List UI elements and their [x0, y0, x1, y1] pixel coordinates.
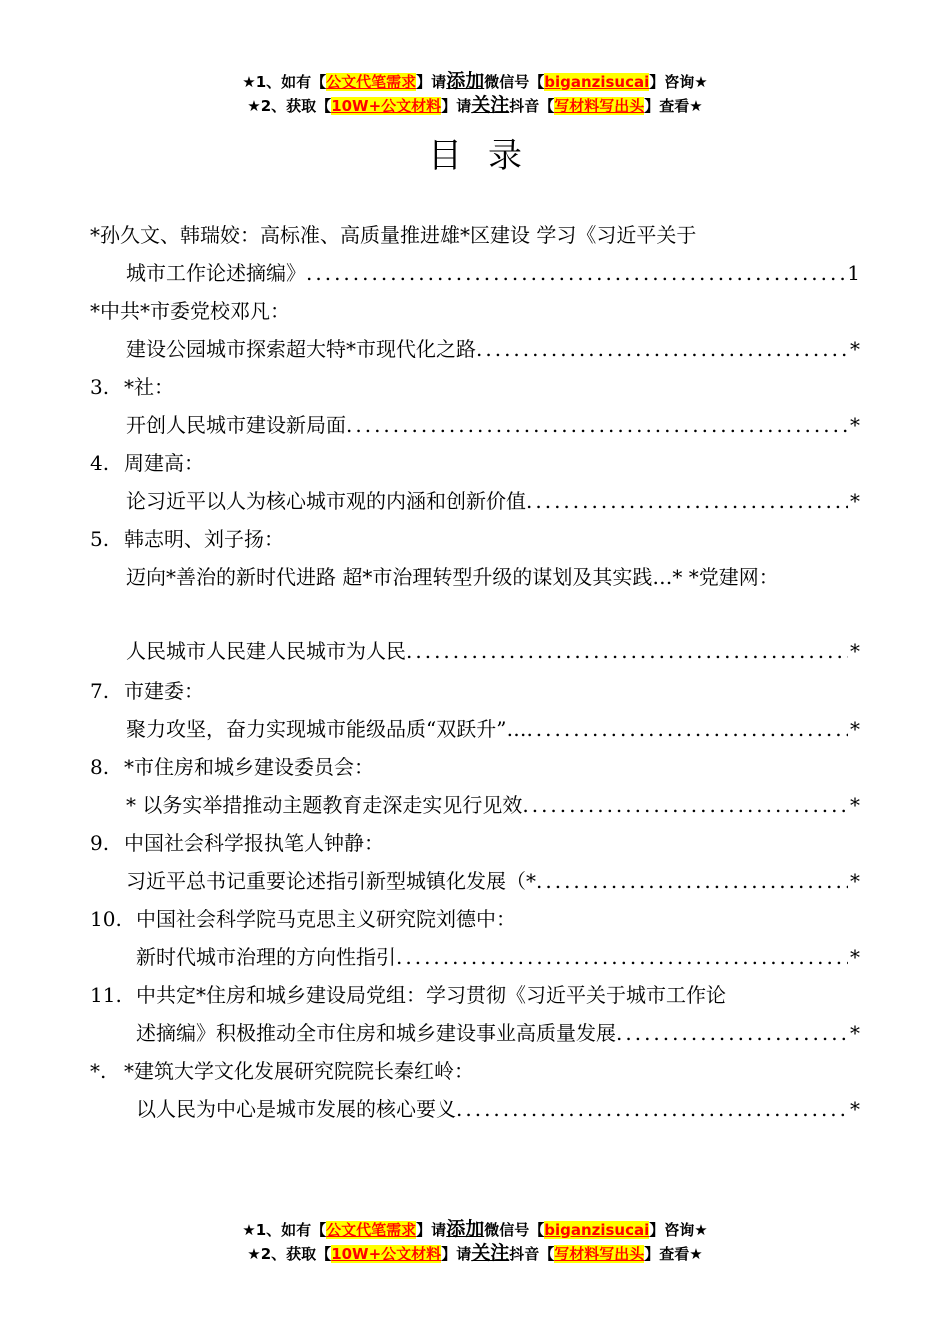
toc-entry-heading: [90, 444, 860, 482]
page-number: *: [850, 639, 860, 663]
dot-leader: [396, 938, 848, 976]
dot-leader: [526, 482, 848, 520]
page-number: *: [850, 793, 860, 817]
entry-number: 9.: [90, 831, 110, 855]
toc-title: 以人民为中心是城市发展的核心要义: [136, 1097, 456, 1121]
toc-title: 开创人民城市建设新局面: [126, 413, 346, 437]
toc-heading: *社：: [124, 375, 174, 399]
toc-entry-line[interactable]: [90, 710, 860, 748]
entry-number: 8.: [90, 755, 110, 779]
banner-line-1: [0, 70, 950, 94]
toc-title: 习近平总书记重要论述指引新型城镇化发展（*: [126, 869, 536, 893]
toc-entry-heading: [90, 1052, 860, 1090]
banner-text: 微信号【: [484, 1221, 545, 1239]
dot-leader: [346, 406, 848, 444]
entry-number: 5.: [90, 527, 110, 551]
banner-highlight: biganzisucai: [544, 1221, 650, 1239]
page-number: *: [850, 489, 860, 513]
banner-emphasis: 添加: [446, 1218, 485, 1240]
banner-text: 】请: [441, 1245, 472, 1263]
toc-title: 人民城市人民建人民城市为人民: [126, 639, 406, 663]
entry-number: 4.: [90, 451, 110, 475]
toc-heading: 周建高：: [124, 451, 204, 475]
banner-highlight: 公文代笔需求: [326, 1221, 417, 1239]
banner-text: 】请: [416, 73, 447, 91]
banner-emphasis: 关注: [471, 94, 510, 116]
page-number: *: [850, 717, 860, 741]
dot-leader: [406, 632, 848, 670]
toc-entry-line[interactable]: [90, 558, 860, 596]
toc-entry-heading: [90, 672, 860, 710]
banner-text: 】咨询★: [649, 73, 708, 91]
toc-title: 迈向*善治的新时代进路 超*市治理转型升级的谋划及其实践…* *党建网：: [126, 565, 779, 589]
banner-text: 微信号【: [484, 73, 545, 91]
entry-number: 10.: [90, 907, 122, 931]
page-number: *: [850, 869, 860, 893]
banner-text: ★2、获取【: [247, 97, 332, 115]
toc-entry-line[interactable]: [90, 632, 860, 670]
dot-leader: [476, 330, 848, 368]
toc-entry-heading: [90, 368, 860, 406]
page-number: *: [850, 1097, 860, 1121]
toc-entry-line[interactable]: [90, 1014, 860, 1052]
banner-text: ★2、获取【: [247, 1245, 332, 1263]
page-title: 目录: [428, 136, 548, 176]
banner-emphasis: 关注: [471, 1242, 510, 1264]
banner-text: 】查看★: [644, 97, 703, 115]
toc-entry-line[interactable]: [90, 786, 860, 824]
dot-leader: [616, 1014, 848, 1052]
page-number: *: [850, 1021, 860, 1045]
toc-heading: *建筑大学文化发展研究院院长秦红岭：: [124, 1059, 474, 1083]
toc-entry-line[interactable]: [90, 254, 860, 292]
page-number: *: [850, 945, 860, 969]
toc-entry-line[interactable]: [90, 330, 860, 368]
toc-heading: *市住房和城乡建设委员会：: [124, 755, 374, 779]
toc-entry-heading: [90, 824, 860, 862]
toc-heading: *中共*市委党校邓凡：: [90, 299, 290, 323]
banner-text: 】查看★: [644, 1245, 703, 1263]
toc-entry-heading: [90, 748, 860, 786]
toc-entry-heading: [90, 520, 860, 558]
toc-title: 城市工作论述摘编》: [126, 261, 306, 285]
toc-entry-heading: [90, 900, 860, 938]
banner-text: 】请: [416, 1221, 447, 1239]
page-number: *: [850, 337, 860, 361]
banner-text: 】咨询★: [649, 1221, 708, 1239]
banner-text: 抖音【: [509, 97, 555, 115]
toc-heading: 市建委：: [124, 679, 204, 703]
toc-title: 新时代城市治理的方向性指引: [136, 945, 396, 969]
banner-highlight: biganzisucai: [544, 73, 650, 91]
dot-leader: [522, 786, 848, 824]
top-banner: [0, 70, 950, 118]
toc-title: 聚力攻坚，奋力实现城市能级品质“双跃升”…: [126, 717, 527, 741]
dot-leader: [306, 254, 845, 292]
toc-heading: 中共定*住房和城乡建设局党组：学习贯彻《习近平关于城市工作论: [136, 983, 726, 1007]
page-number: 1: [847, 261, 860, 285]
toc-entry-line[interactable]: [90, 1090, 860, 1128]
toc-entry-line[interactable]: [90, 406, 860, 444]
toc-entry-heading: [90, 976, 860, 1014]
toc-heading: 中国社会科学院马克思主义研究院刘德中：: [136, 907, 516, 931]
toc-title: * 以务实举措推动主题教育走深走实见行见效: [126, 793, 523, 817]
banner-line-2: [0, 1242, 950, 1266]
toc-title: 论习近平以人为核心城市观的内涵和创新价值: [126, 489, 526, 513]
toc-title: 建设公园城市探索超大特*市现代化之路: [126, 337, 476, 361]
banner-text: ★1、如有【: [242, 1221, 327, 1239]
banner-highlight: 写材料写出头: [554, 97, 645, 115]
toc-entry-heading: [90, 216, 860, 254]
toc-heading: 韩志明、刘子扬：: [124, 527, 284, 551]
banner-highlight: 公文代笔需求: [326, 73, 417, 91]
banner-highlight: 10W+公文材料: [331, 1245, 442, 1263]
dot-leader: [536, 862, 848, 900]
banner-emphasis: 添加: [446, 70, 485, 92]
toc-entry-line[interactable]: [90, 482, 860, 520]
toc-entry-line[interactable]: [90, 862, 860, 900]
dot-leader: [456, 1090, 848, 1128]
toc-heading: 中国社会科学报执笔人钟静：: [124, 831, 384, 855]
toc-heading: *孙久文、韩瑞姣：高标准、高质量推进雄*区建设 学习《习近平关于: [90, 223, 697, 247]
entry-number: 3.: [90, 375, 110, 399]
bottom-banner: [0, 1218, 950, 1266]
entry-number: 11.: [90, 983, 122, 1007]
banner-line-1: [0, 1218, 950, 1242]
page-number: *: [850, 413, 860, 437]
banner-text: 抖音【: [509, 1245, 555, 1263]
toc-entry-line[interactable]: [90, 938, 860, 976]
banner-highlight: 10W+公文材料: [331, 97, 442, 115]
dot-leader: [526, 710, 848, 748]
banner-highlight: 写材料写出头: [554, 1245, 645, 1263]
toc-entry-heading: [90, 292, 860, 330]
banner-line-2: [0, 94, 950, 118]
toc-title: 述摘编》积极推动全市住房和城乡建设事业高质量发展: [136, 1021, 616, 1045]
banner-text: ★1、如有【: [242, 73, 327, 91]
entry-number: 7.: [90, 679, 110, 703]
entry-number: *.: [90, 1059, 107, 1083]
banner-text: 】请: [441, 97, 472, 115]
